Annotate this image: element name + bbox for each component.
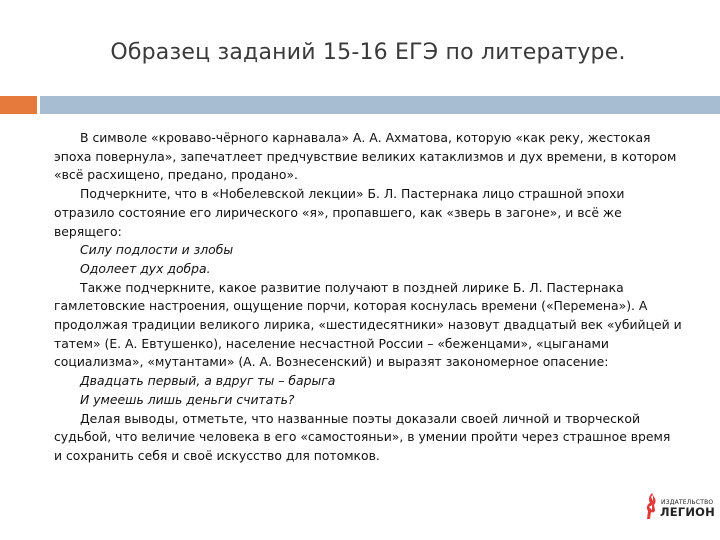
body-paragraph: В символе «кроваво-чёрного карнавала» А. А. Ахматова, которую «как реку, жестокая эпоха повернула», запечатлеет предчувствие великих катаклизмов и дух времени, в котором «всё расхищено, предано, продано».	[54, 130, 677, 183]
publisher-logo	[644, 489, 714, 523]
logo-publisher-label: ИЗДАТЕЛЬСТВО	[661, 499, 714, 506]
slide-title: Образец заданий 15-16 ЕГЭ по литературе.	[110, 40, 626, 65]
legion-emblem-icon	[644, 491, 660, 521]
poem-line: Двадцать первый, а вдруг ты – барыга	[80, 373, 336, 389]
slide-body	[54, 129, 682, 466]
body-paragraph: Также подчеркните, какое развитие получают в поздней лирике Б. Л. Пастернака гамлетовские настроения, ощущение порчи, которая коснулась времени («Перемена»). А продолжая традиции великого лирика, «шестидесятники» назовут двадцатый век «убийцей и татем» (Е. А. Евтушенко), население несчастной России – «беженцами», «цыганами социализма», «мутантами» (А. А. Вознесенский) и выразят закономерное опасение:	[54, 279, 682, 370]
poem-line: Одолеет дух добра.	[80, 260, 211, 276]
body-paragraph: Подчеркните, что в «Нобелевской лекции» Б. Л. Пастернака лицо страшной эпохи отразило состояние его лирического «я», пропавшего, как «зверь в загоне», и всё же верящего:	[54, 186, 625, 239]
divider-accent-block	[0, 96, 37, 114]
body-paragraph: Делая выводы, отметьте, что названные поэты доказали своей личной и творческой судьбой, что величие человека в его «самостояньи», в умении пройти через страшное время и сохранить себя и своё искусство для потомков.	[54, 410, 671, 463]
logo-brand-name: ЛЕГИОН	[660, 505, 715, 519]
title-divider	[0, 96, 720, 114]
poem-line: Силу подлости и злобы	[80, 242, 234, 258]
divider-bar	[40, 96, 720, 114]
poem-line: И умеешь лишь деньги считать?	[80, 391, 295, 407]
